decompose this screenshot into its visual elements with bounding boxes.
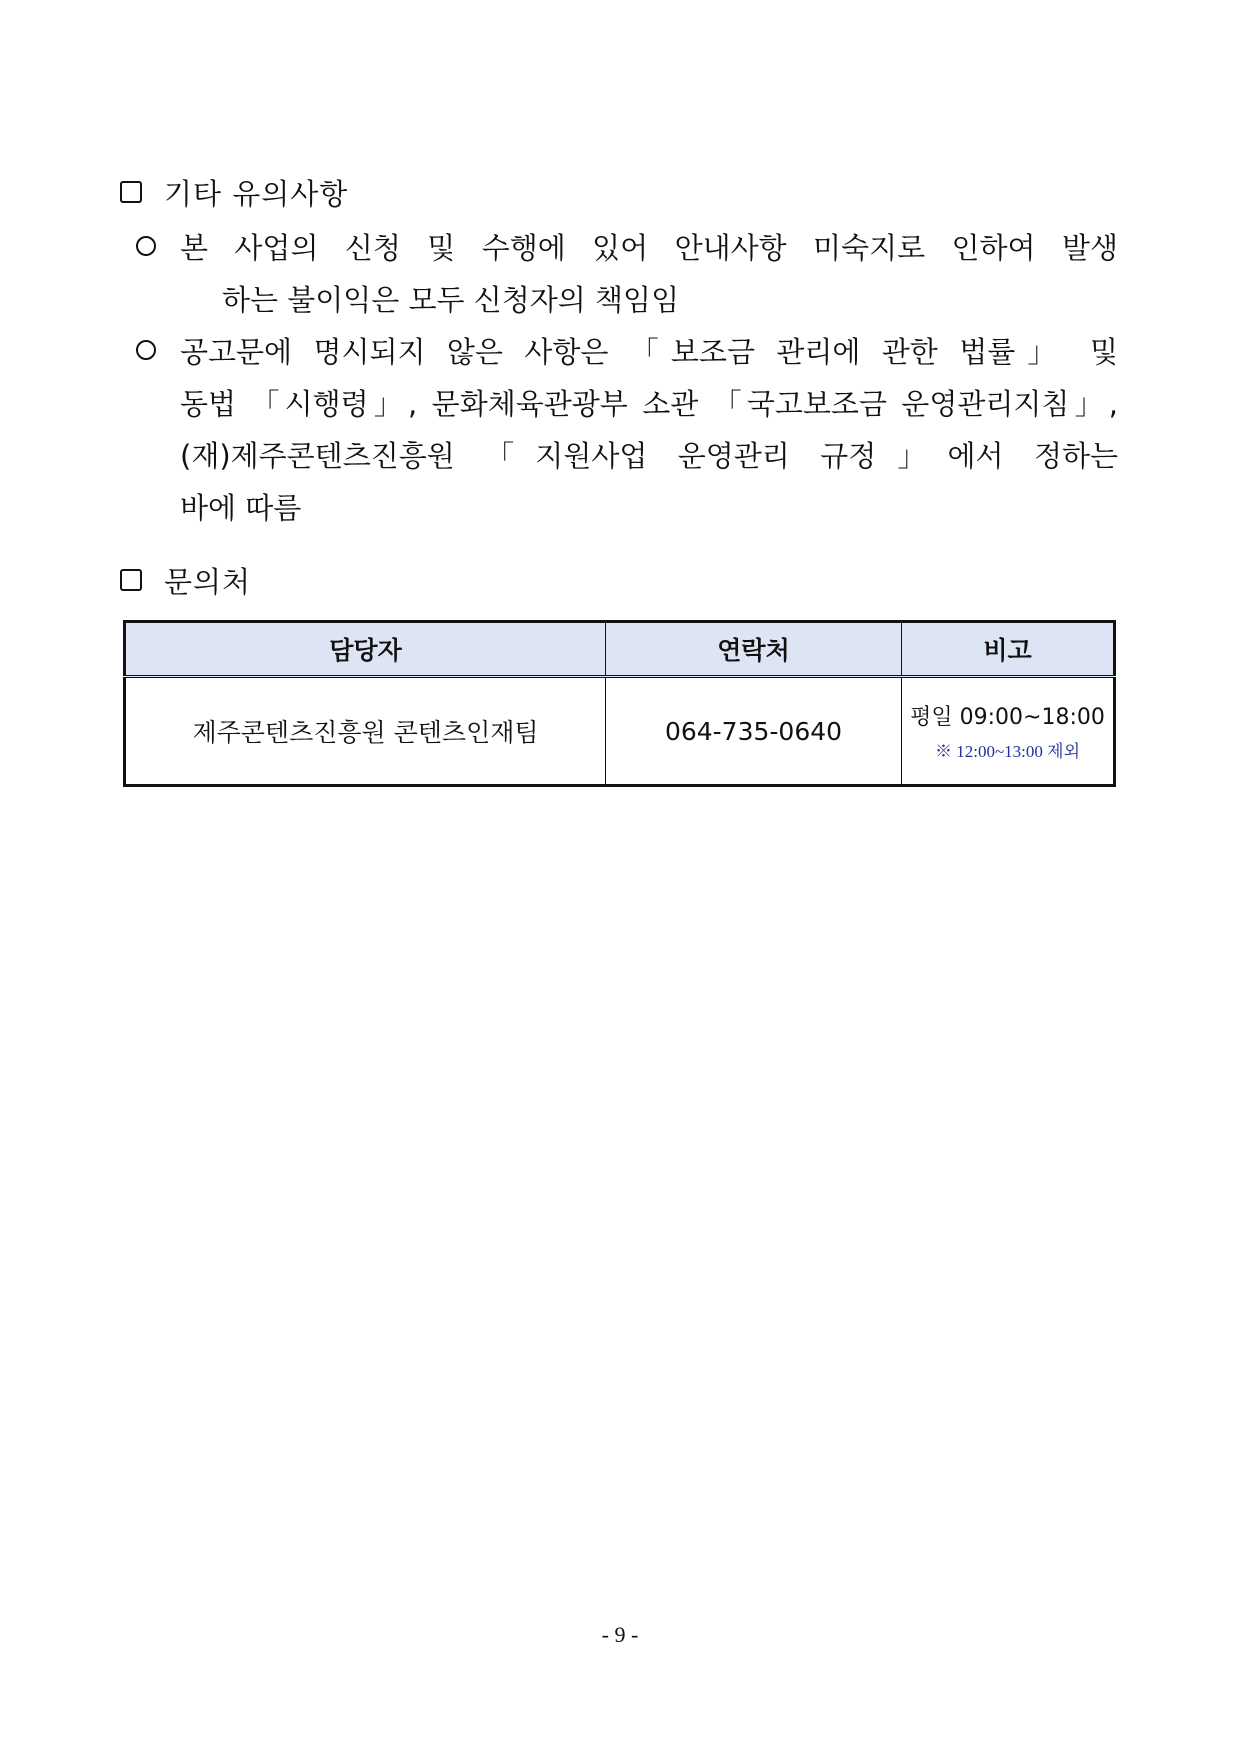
- contact-table: [123, 620, 1116, 787]
- column-header-phone: 연락처: [606, 622, 902, 677]
- page-number: - 9 -: [601, 1622, 639, 1647]
- table-header-row: [125, 622, 1115, 677]
- circle-bullet-icon: [136, 236, 156, 256]
- list-item: [136, 326, 1126, 534]
- section-heading-notes: [120, 172, 348, 212]
- bullet-text: [180, 222, 1118, 326]
- text-line: 본 사업의 신청 및 수행에 있어 안내사항 미숙지로 인하여 발생: [180, 231, 1118, 265]
- circle-bullet-icon: [136, 340, 156, 360]
- text-line: 바에 따름: [180, 491, 302, 525]
- section-title: 기타 유의사항: [164, 176, 349, 211]
- checkbox-icon: [120, 181, 142, 203]
- table-row: [125, 677, 1115, 786]
- cell-phone: 064-735-0640: [606, 677, 902, 786]
- column-header-contact-person: 담당자: [125, 622, 606, 677]
- checkbox-icon: [120, 569, 142, 591]
- section-heading-contact: [120, 560, 251, 600]
- list-item: [136, 222, 1126, 326]
- cell-note: [902, 677, 1115, 786]
- text-line: 하는 불이익은 모두 신청자의 책임임: [222, 283, 680, 317]
- column-header-note: 비고: [902, 622, 1115, 677]
- note-hours: 평일 09:00~18:00: [910, 705, 1105, 730]
- section-title: 문의처: [164, 564, 252, 599]
- text-line: (재)제주콘텐츠진흥원 「지원사업 운영관리 규정」에서 정하는: [180, 439, 1118, 473]
- cell-contact-person: 제주콘텐츠진흥원 콘텐츠인재팀: [125, 677, 606, 786]
- text-line: 공고문에 명시되지 않은 사항은 「보조금 관리에 관한 법률」 및: [180, 335, 1118, 369]
- text-line: 동법 「시행령」, 문화체육관광부 소관 「국고보조금 운영관리지침」,: [180, 387, 1118, 421]
- bullet-text: [180, 326, 1118, 534]
- note-exception: ※ 12:00~13:00 제외: [935, 742, 1080, 761]
